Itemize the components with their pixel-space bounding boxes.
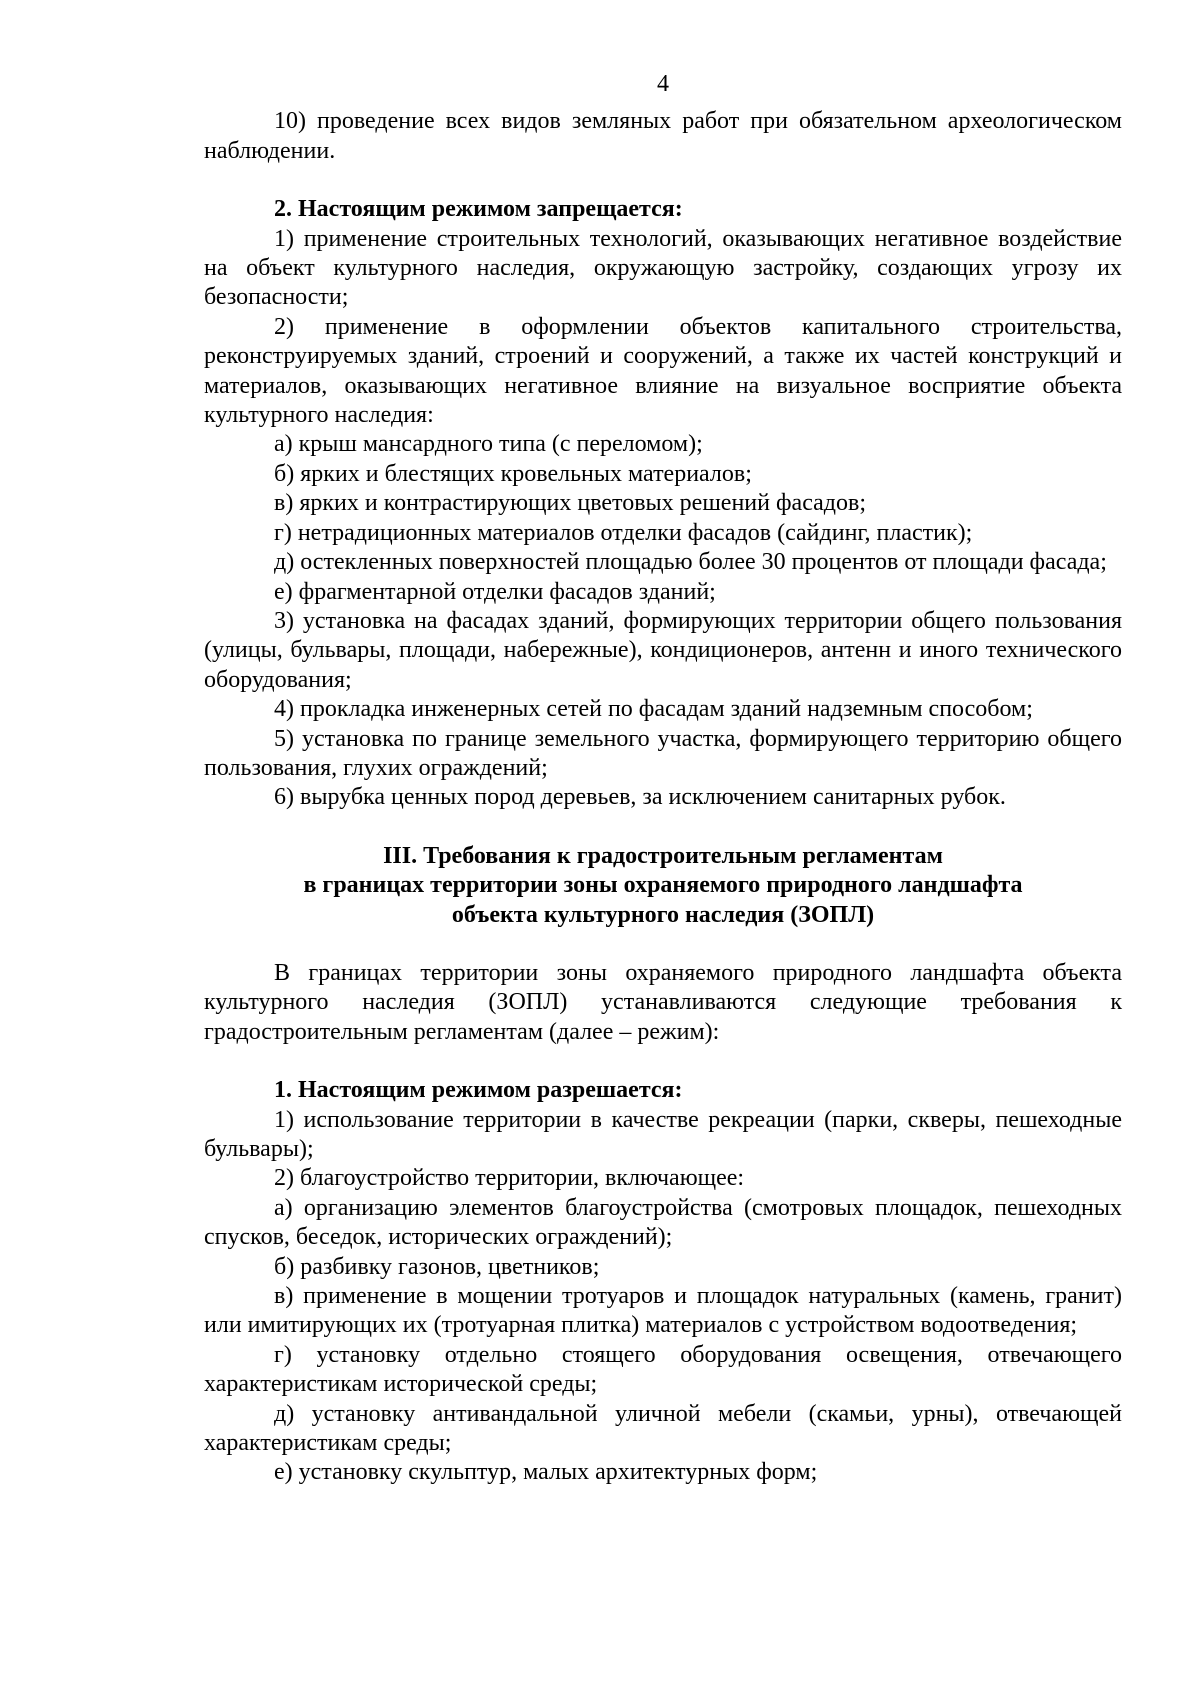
list-item: е) установку скульптур, малых архитектурных форм;	[274, 1459, 818, 1486]
list-item: 1) применение строительных технологий, оказывающих негативное воздействие на объект культурного наследия, окружающую застройку, создающих угрозу их безопасности;	[204, 225, 1122, 311]
list-item: 4) прокладка инженерных сетей по фасадам зданий надземным способом;	[274, 696, 1033, 723]
section-title-line: III. Требования к градостроительным регламентам	[383, 842, 943, 869]
spacer	[204, 813, 1122, 842]
section-3-intro: В границах территории зоны охраняемого природного ландшафта объекта культурного наследия (ЗОПЛ) устанавливаются следующие требования к градостроительным регламентам (далее – режим):	[204, 959, 1122, 1045]
list-item: д) остекленных поверхностей площадью более 30 процентов от площади фасада;	[274, 549, 1107, 576]
section-3-title	[204, 842, 1122, 930]
spacer	[204, 166, 1122, 195]
list-item: а) организацию элементов благоустройства (смотровых площадок, пешеходных спусков, беседок, исторических ограждений);	[204, 1194, 1122, 1251]
spacer	[204, 1047, 1122, 1076]
section-2-heading: 2. Настоящим режимом запрещается:	[274, 196, 683, 223]
section-title-line: в границах территории зоны охраняемого природного ландшафта	[303, 872, 1023, 899]
list-item: 6) вырубка ценных пород деревьев, за исключением санитарных рубок.	[274, 784, 1006, 811]
list-item: 2) благоустройство территории, включающее:	[274, 1165, 745, 1192]
document-page	[204, 70, 1122, 1488]
list-item: 3) установка на фасадах зданий, формирующих территории общего пользования (улицы, бульвары, площади, набережные), кондиционеров, антенн и иного технического оборудования;	[204, 607, 1122, 693]
list-item: г) установку отдельно стоящего оборудования освещения, отвечающего характеристикам исторической среды;	[204, 1341, 1122, 1398]
list-item: 5) установка по границе земельного участка, формирующего территорию общего пользования, глухих ограждений;	[204, 725, 1122, 781]
page-number: 4	[657, 71, 669, 97]
section-title-line: объекта культурного наследия (ЗОПЛ)	[451, 901, 875, 928]
list-item: 1) использование территории в качестве рекреации (парки, скверы, пешеходные бульвары);	[204, 1106, 1122, 1162]
list-item: в) применение в мощении тротуаров и площадок натуральных (камень, гранит) или имитирующих их (тротуарная плитка) материалов с устройством водоотведения;	[204, 1283, 1122, 1339]
list-item: а) крыш мансардного типа (с переломом);	[274, 431, 703, 458]
list-item: д) установку антивандальной уличной мебели (скамьи, урны), отвечающей характеристикам среды;	[204, 1400, 1122, 1457]
list-item: е) фрагментарной отделки фасадов зданий;	[274, 578, 716, 605]
spacer	[204, 930, 1122, 959]
section-3-subheading: 1. Настоящим режимом разрешается:	[274, 1077, 683, 1104]
list-item: б) разбивку газонов, цветников;	[274, 1253, 600, 1280]
list-item: б) ярких и блестящих кровельных материалов;	[274, 460, 752, 487]
list-item: в) ярких и контрастирующих цветовых решений фасадов;	[274, 490, 866, 517]
paragraph-item-10: 10) проведение всех видов земляных работ при обязательном археологическом наблюдении.	[204, 108, 1122, 164]
list-item: г) нетрадиционных материалов отделки фасадов (сайдинг, пластик);	[274, 519, 973, 546]
list-item: 2) применение в оформлении объектов капитального строительства, реконструируемых зданий, строений и сооружений, а также их частей конструкций и материалов, оказывающих негативное влияние на визуальное восприятие объекта культурного наследия:	[204, 313, 1122, 429]
